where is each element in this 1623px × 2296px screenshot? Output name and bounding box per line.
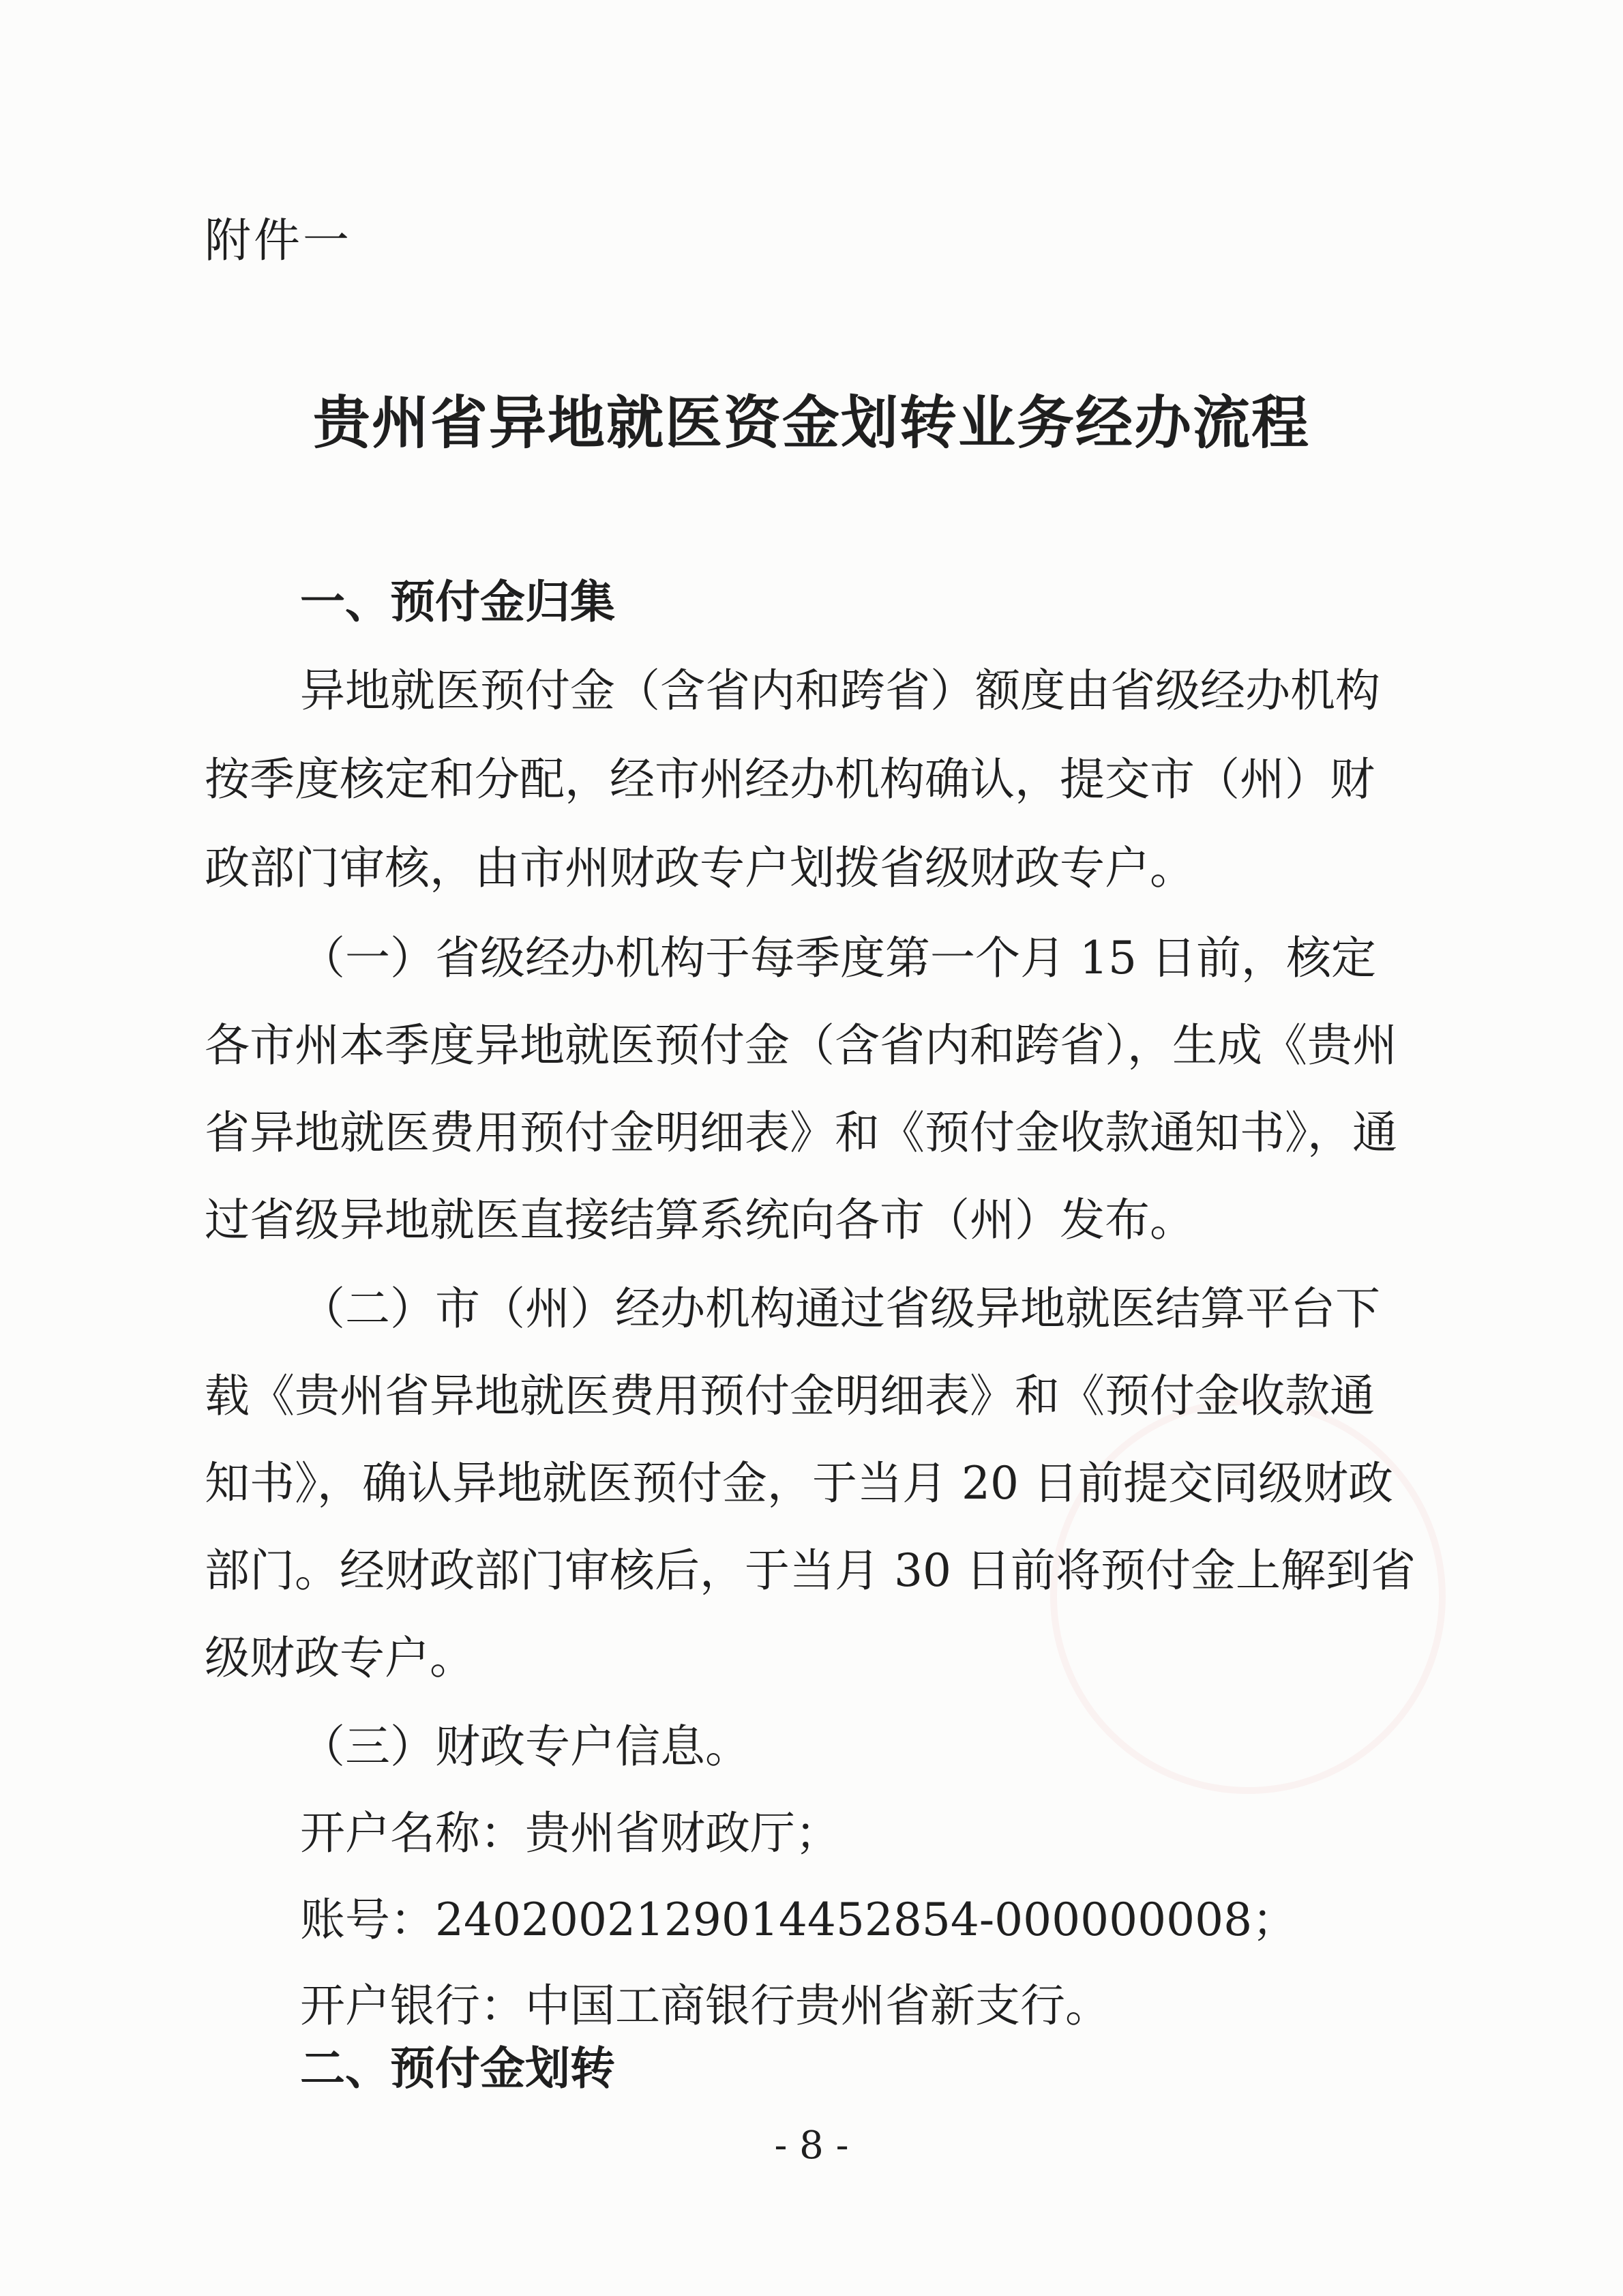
paragraph-line: 政部门审核，由市州财政专户划拨省级财政专户。 [205, 842, 1195, 894]
paragraph-line: 级财政专户。 [205, 1632, 475, 1684]
account-name: 开户名称：贵州省财政厅； [300, 1807, 840, 1859]
page-number: - 8 - [774, 2123, 849, 2168]
paragraph-line: （二）市（州）经办机构通过省级异地就医结算平台下 [300, 1282, 1380, 1335]
paragraph-line: 部门。经财政部门审核后，于当月 30 日前将预付金上解到省 [205, 1544, 1416, 1597]
document-title: 贵州省异地就医资金划转业务经办流程 [312, 389, 1310, 456]
item3-heading: （三）财政专户信息。 [300, 1720, 750, 1773]
paragraph-line: 各市州本季度异地就医预付金（含省内和跨省），生成《贵州 [205, 1019, 1397, 1072]
paragraph-line: （一）省级经办机构于每季度第一个月 15 日前，核定 [300, 932, 1376, 984]
section2-heading: 二、预付金划转 [300, 2042, 615, 2095]
section1-heading: 一、预付金归集 [300, 576, 615, 628]
account-number: 账号：2402002129014452854-000000008； [300, 1894, 1298, 1946]
paragraph-line: 知书》，确认异地就医预付金，于当月 20 日前提交同级财政 [205, 1457, 1393, 1510]
paragraph-line: 异地就医预付金（含省内和跨省）额度由省级经办机构 [300, 664, 1380, 717]
account-bank: 开户银行：中国工商银行贵州省新支行。 [300, 1979, 1110, 2032]
paragraph-line: 按季度核定和分配，经市州经办机构确认，提交市（州）财 [205, 753, 1375, 806]
paragraph-line: 过省级异地就医直接结算系统向各市（州）发布。 [205, 1194, 1195, 1246]
paragraph-line: 载《贵州省异地就医费用预付金明细表》和《预付金收款通 [205, 1370, 1375, 1422]
attachment-label: 附件一 [205, 214, 353, 268]
paragraph-line: 省异地就医费用预付金明细表》和《预付金收款通知书》，通 [205, 1106, 1397, 1159]
